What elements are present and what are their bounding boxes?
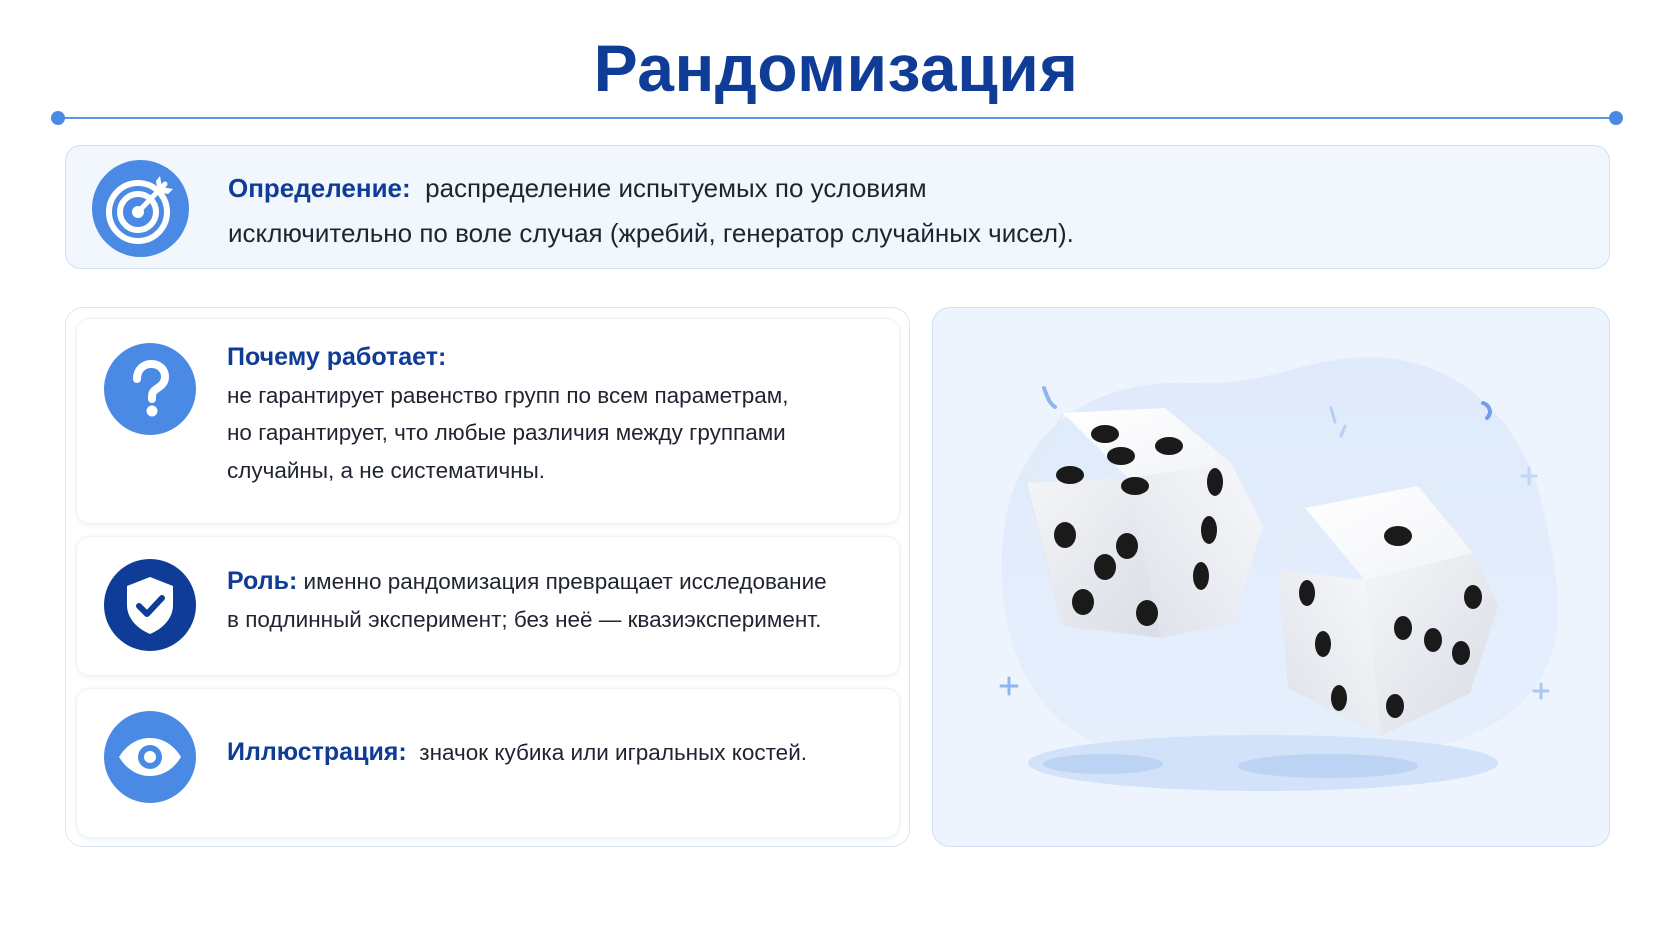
role-line-1: именно рандомизация превращает исследование [303,569,827,594]
target-icon [92,160,189,257]
why-works-line-3: случайны, а не систематичны. [227,457,546,483]
shield-check-icon [104,559,196,651]
why-works-line-2: но гарантирует, что любые различия между группами [227,420,786,445]
why-works-text [227,339,887,489]
eye-icon [104,711,196,803]
role-line-2: в подлинный эксперимент; без неё — квазиэксперимент. [227,606,822,632]
illustration-text [227,734,892,772]
definition-line-2: исключительно по воле случая (жребий, генератор случайных чисел). [228,218,1074,248]
why-works-label: Почему работает: [227,343,447,371]
illustration-desc: значок кубика или игральных костей. [419,740,808,765]
definition-text [228,166,1528,256]
question-mark-icon [104,343,196,435]
definition-label: Определение: [228,173,411,203]
definition-line-1: распределение испытуемых по условиям [425,173,927,203]
role-label: Роль: [227,567,298,595]
title-divider [58,117,1616,119]
role-text [227,563,892,638]
why-works-line-1: не гарантирует равенство групп по всем параметрам, [227,382,789,408]
page-title: Рандомизация [593,31,1079,105]
dice-illustration-card [932,307,1610,847]
divider-dot-right [1609,111,1623,125]
illustration-label: Иллюстрация: [227,738,407,766]
divider-dot-left [51,111,65,125]
dice-icon [933,308,1610,847]
